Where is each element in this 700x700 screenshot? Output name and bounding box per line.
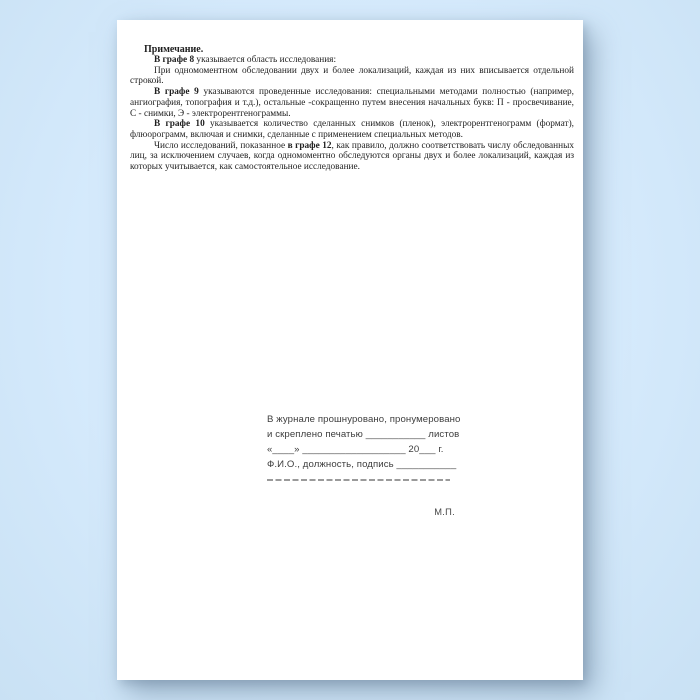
- cert-line-name-position-signature: Ф.И.О., должность, подпись ___________: [267, 459, 457, 470]
- note-bold-segment: в графе 12: [287, 140, 332, 151]
- stamp-place-mark: М.П.: [434, 507, 455, 517]
- note-paragraph-2: [130, 66, 574, 87]
- cert-line-laced-numbered: В журнале прошнуровано, пронумеровано: [267, 414, 461, 425]
- note-text-segment: При одномоментном обследовании двух и более локализаций, каждая из них вписывается отдельной строкой.: [130, 65, 574, 87]
- note-paragraph-4: [130, 119, 574, 140]
- note-bold-segment: В графе 9: [154, 87, 199, 98]
- cert-line-date: «____» ___________________ 20___ г.: [267, 444, 444, 455]
- notes-section: [130, 44, 574, 173]
- note-text-segment: указывается область исследования:: [194, 55, 337, 65]
- note-paragraph-3: [130, 87, 574, 119]
- note-paragraph-1: [130, 55, 574, 66]
- note-paragraph-5: [130, 141, 574, 173]
- note-text-segment: указывается количество сделанных снимков (пленок), электрорентгенограмм (формат), флюорограмм, включая и снимки, сделанные с применением специальных методов.: [130, 119, 574, 140]
- note-text-segment: указываются проведенные исследования: специальными методами полностью (например, ангиография, топография и т.д.), остальные -сокращенно путем внесения начальных букв: П - просвечивание, С - снимки, Э - электрорентгенограммы.: [130, 87, 574, 119]
- notes-heading: Примечание.: [144, 44, 204, 55]
- cert-line-sealed-sheets: и скреплено печатью ___________ листов: [267, 429, 460, 440]
- note-bold-segment: В графе 10: [154, 119, 205, 130]
- document-page: [117, 20, 583, 680]
- note-text-segment: Число исследований, показанное: [154, 140, 288, 151]
- note-text-segment: , как правило, должно соответствовать числу обследованных лиц, за исключением случаев, когда одномоментно обследуются органы двух и более локализаций, каждая из которых учитывается, как самостоятельное исследование.: [130, 140, 574, 173]
- signature-dashed-line: [267, 479, 450, 481]
- certification-block: [267, 412, 461, 520]
- note-bold-segment: В графе 8: [154, 55, 195, 65]
